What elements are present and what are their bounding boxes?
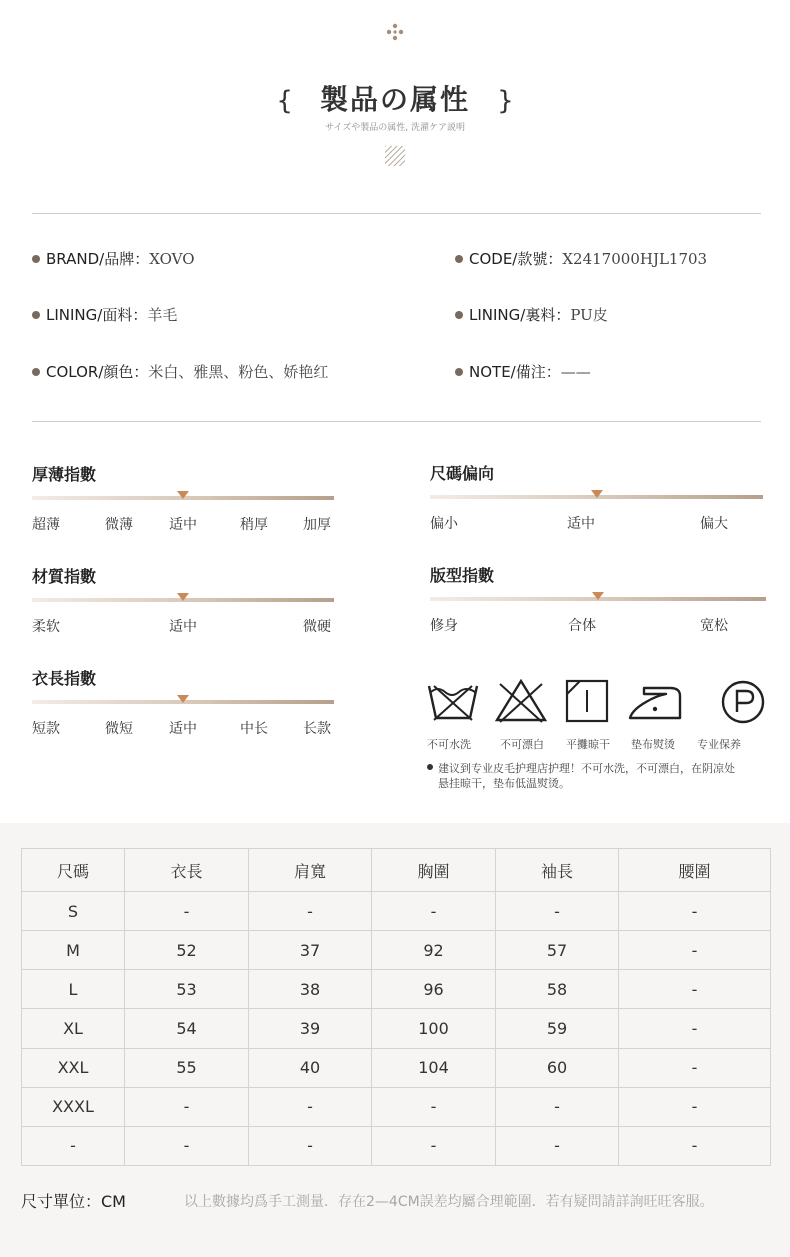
table-cell: - bbox=[496, 1126, 619, 1165]
care-label-no-wash: 不可水洗 bbox=[427, 738, 471, 751]
table-cell: - bbox=[125, 1087, 249, 1126]
care-note-line2: 悬挂晾干，垫布低温熨烫。 bbox=[438, 777, 570, 790]
size-table-body bbox=[22, 849, 771, 1166]
table-row bbox=[22, 931, 771, 970]
care-label-iron: 垫布熨烫 bbox=[631, 738, 675, 751]
table-cell: - bbox=[619, 970, 771, 1009]
table-header-cell: 尺碼 bbox=[22, 849, 125, 892]
index-tick-label: 适中 bbox=[169, 721, 197, 737]
table-cell: - bbox=[125, 1126, 249, 1165]
ornament-icon bbox=[385, 22, 405, 42]
table-cell: 92 bbox=[372, 931, 496, 970]
care-note-line1: 建议到专业皮毛护理店护理！不可水洗，不可漂白，在阴凉处 bbox=[438, 762, 735, 775]
table-cell: 96 bbox=[372, 970, 496, 1009]
attr-color-value: 米白、雅黑、粉色、娇艳红 bbox=[148, 363, 329, 381]
index-title: 衣長指數 bbox=[32, 669, 97, 688]
table-cell: - bbox=[619, 1048, 771, 1087]
table-cell: S bbox=[22, 892, 125, 931]
attr-note-label: NOTE/備注： bbox=[469, 363, 561, 381]
index-tick-label: 长款 bbox=[303, 721, 331, 737]
index-title: 尺碼偏向 bbox=[430, 464, 495, 483]
table-row bbox=[22, 1048, 771, 1087]
table-cell: 104 bbox=[372, 1048, 496, 1087]
attr-color bbox=[32, 361, 328, 382]
table-cell: L bbox=[22, 970, 125, 1009]
attr-code-value: X2417000HJL1703 bbox=[562, 249, 708, 268]
professional-clean-icon bbox=[721, 680, 765, 724]
table-header-row bbox=[22, 849, 771, 892]
care-icons bbox=[424, 678, 774, 738]
index-marker bbox=[177, 491, 189, 499]
table-cell: XXL bbox=[22, 1048, 125, 1087]
table-row bbox=[22, 970, 771, 1009]
length-index bbox=[32, 666, 334, 746]
table-cell: - bbox=[619, 892, 771, 931]
iron-with-cloth-icon bbox=[626, 682, 684, 722]
table-cell: 58 bbox=[496, 970, 619, 1009]
table-cell: - bbox=[249, 892, 372, 931]
divider bbox=[32, 213, 761, 214]
table-header-cell: 袖長 bbox=[496, 849, 619, 892]
size-table bbox=[21, 848, 771, 1166]
flat-dry-shade-icon bbox=[564, 678, 610, 724]
measurement-disclaimer: 以上數據均爲手工測量．存在2—4CM誤差均屬合理範圍．若有疑問請詳詢旺旺客服。 bbox=[184, 1194, 714, 1210]
bullet-icon bbox=[32, 311, 40, 319]
care-label-no-bleach: 不可漂白 bbox=[500, 738, 544, 751]
attr-brand-label: BRAND/品牌： bbox=[46, 250, 150, 268]
index-marker bbox=[177, 593, 189, 601]
index-tick-label: 微硬 bbox=[303, 619, 331, 635]
table-row bbox=[22, 1009, 771, 1048]
table-cell: - bbox=[125, 892, 249, 931]
attr-lining-inner-value: PU皮 bbox=[570, 306, 608, 324]
divider bbox=[32, 421, 761, 422]
index-title: 厚薄指數 bbox=[32, 465, 97, 484]
bullet-icon bbox=[32, 255, 40, 263]
material-index bbox=[32, 564, 334, 644]
attr-note bbox=[455, 361, 591, 382]
table-cell: 52 bbox=[125, 931, 249, 970]
table-cell: 39 bbox=[249, 1009, 372, 1048]
table-cell: 38 bbox=[249, 970, 372, 1009]
table-header-cell: 衣長 bbox=[125, 849, 249, 892]
attr-lining-face-label: LINING/面料： bbox=[46, 306, 148, 324]
bullet-icon bbox=[427, 764, 433, 770]
table-cell: 57 bbox=[496, 931, 619, 970]
index-tick-label: 柔软 bbox=[32, 619, 60, 635]
table-cell: M bbox=[22, 931, 125, 970]
page-subtitle: サイズや製品の属性, 洗濯ケア説明 bbox=[324, 123, 465, 133]
attr-lining-inner-label: LINING/裏料： bbox=[469, 306, 571, 324]
index-tick-label: 稍厚 bbox=[240, 517, 268, 533]
table-cell: - bbox=[496, 892, 619, 931]
index-tick-label: 短款 bbox=[32, 721, 60, 737]
index-title: 版型指數 bbox=[430, 566, 495, 585]
table-cell: - bbox=[619, 931, 771, 970]
table-cell: - bbox=[619, 1087, 771, 1126]
attr-code bbox=[455, 248, 707, 269]
index-marker bbox=[177, 695, 189, 703]
table-cell: - bbox=[249, 1126, 372, 1165]
attr-brand-value: XOVO bbox=[149, 249, 195, 268]
fit-index bbox=[430, 563, 766, 643]
table-cell: - bbox=[249, 1087, 372, 1126]
attr-brand bbox=[32, 248, 195, 269]
index-tick-label: 微薄 bbox=[105, 517, 133, 533]
index-title: 材質指數 bbox=[32, 567, 97, 586]
table-cell: 40 bbox=[249, 1048, 372, 1087]
table-cell: - bbox=[619, 1126, 771, 1165]
table-row bbox=[22, 1087, 771, 1126]
brace-left: { bbox=[276, 86, 293, 116]
attr-color-label: COLOR/顔色： bbox=[46, 363, 149, 381]
section-header bbox=[0, 78, 790, 118]
bullet-icon bbox=[455, 311, 463, 319]
index-tick-label: 超薄 bbox=[32, 517, 60, 533]
index-tick-label: 中长 bbox=[240, 721, 268, 737]
table-header-cell: 腰圍 bbox=[619, 849, 771, 892]
index-marker bbox=[591, 490, 603, 498]
table-header-cell: 胸圍 bbox=[372, 849, 496, 892]
index-tick-label: 加厚 bbox=[303, 517, 331, 533]
table-row bbox=[22, 892, 771, 931]
brace-right: } bbox=[497, 86, 514, 116]
table-cell: 37 bbox=[249, 931, 372, 970]
table-cell: XXXL bbox=[22, 1087, 125, 1126]
table-cell: 53 bbox=[125, 970, 249, 1009]
table-cell: 55 bbox=[125, 1048, 249, 1087]
attr-lining-face-value: 羊毛 bbox=[147, 306, 178, 324]
table-header-cell: 肩寬 bbox=[249, 849, 372, 892]
index-tick-label: 宽松 bbox=[700, 618, 728, 634]
index-tick-label: 偏小 bbox=[430, 516, 458, 532]
attr-lining-face bbox=[32, 304, 177, 325]
bullet-icon bbox=[32, 368, 40, 376]
table-cell: - bbox=[22, 1126, 125, 1165]
thickness-index bbox=[32, 462, 334, 542]
hatch-decoration-icon bbox=[385, 146, 405, 166]
attr-lining-inner bbox=[455, 304, 608, 325]
index-tick-label: 微短 bbox=[105, 721, 133, 737]
index-tick-label: 适中 bbox=[567, 516, 595, 532]
size-unit: 尺寸單位：CM bbox=[21, 1192, 126, 1211]
table-row bbox=[22, 1126, 771, 1165]
attr-note-value: —— bbox=[560, 362, 591, 381]
table-cell: - bbox=[619, 1009, 771, 1048]
table-cell: - bbox=[372, 1087, 496, 1126]
index-tick-label: 适中 bbox=[169, 619, 197, 635]
no-bleach-icon bbox=[494, 678, 548, 724]
bullet-icon bbox=[455, 368, 463, 376]
index-tick-label: 合体 bbox=[568, 618, 596, 634]
no-wash-icon bbox=[426, 680, 480, 722]
index-tick-label: 适中 bbox=[169, 517, 197, 533]
table-cell: 60 bbox=[496, 1048, 619, 1087]
table-cell: - bbox=[496, 1087, 619, 1126]
table-cell: 59 bbox=[496, 1009, 619, 1048]
table-cell: - bbox=[372, 892, 496, 931]
care-label-flat-dry: 平攤晾干 bbox=[566, 738, 610, 751]
table-cell: 100 bbox=[372, 1009, 496, 1048]
care-label-professional: 专业保养 bbox=[697, 738, 741, 751]
table-cell: XL bbox=[22, 1009, 125, 1048]
page-title: 製品の属性 bbox=[319, 83, 470, 116]
table-cell: - bbox=[372, 1126, 496, 1165]
index-tick-label: 偏大 bbox=[700, 516, 728, 532]
index-tick-label: 修身 bbox=[430, 618, 458, 634]
table-cell: 54 bbox=[125, 1009, 249, 1048]
size-bias-index bbox=[430, 461, 763, 541]
attr-code-label: CODE/款號： bbox=[469, 250, 563, 268]
bullet-icon bbox=[455, 255, 463, 263]
index-marker bbox=[592, 592, 604, 600]
